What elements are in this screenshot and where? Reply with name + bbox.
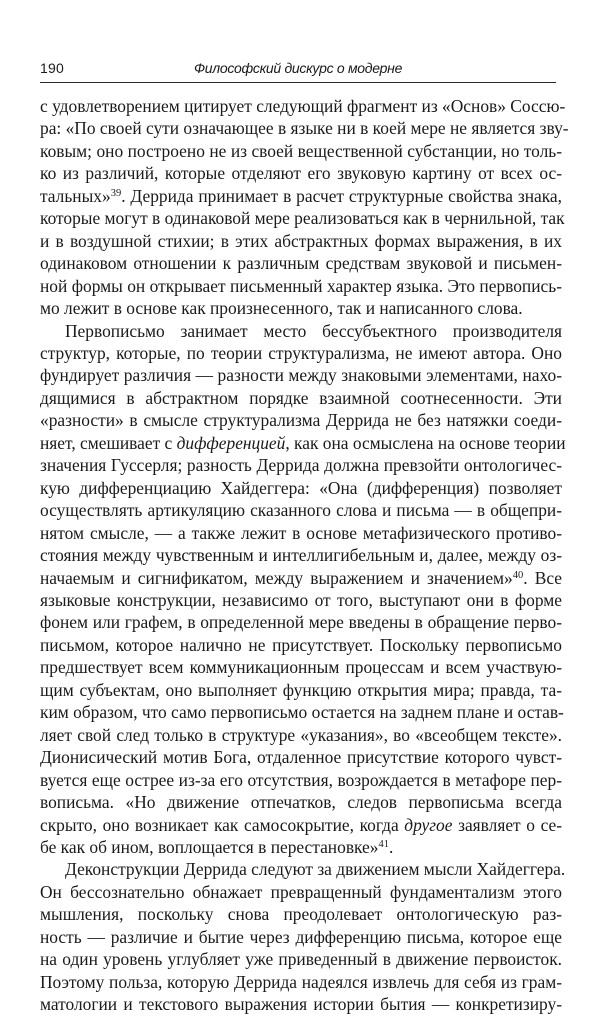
text-line bbox=[40, 185, 562, 207]
text-line bbox=[40, 320, 562, 342]
page-number: 190 bbox=[40, 60, 64, 76]
text-run: ковым; оно построено не из своей вещественной субстанции, но толь- bbox=[40, 140, 562, 161]
text-run: начаемым и сигнификатом, между выражением и значением» bbox=[40, 567, 513, 588]
emphasis-text: другое bbox=[404, 814, 453, 835]
text-run: матологии и текстового выражения истории бытия — конкретизиру- bbox=[40, 994, 562, 1015]
paragraph-3 bbox=[40, 858, 566, 1015]
text-run: ность — различие и бытие через дифференцию письма, которое еще bbox=[40, 926, 562, 947]
footnote-ref: 41 bbox=[378, 838, 389, 850]
text-run: Дионисический мотив Бога, отдаленное присутствие которого чувст- bbox=[40, 747, 562, 768]
text-line bbox=[40, 432, 566, 454]
text-line bbox=[40, 971, 562, 993]
text-run: мышления, поскольку снова преодолевает онтологическую раз- bbox=[40, 904, 562, 925]
text-run: ра: «По своей сути означающее в языке ни в коей мере не является зву- bbox=[40, 118, 569, 139]
text-run: нятом смысле, — а также лежит в основе метафизического противо- bbox=[40, 522, 562, 543]
text-line bbox=[40, 993, 562, 1015]
text-run: осуществлять артикуляцию сказанного слова и письма — в общепри- bbox=[40, 500, 562, 521]
text-run: на один уровень углубляет уже приведенный в движение первоисток. bbox=[40, 949, 562, 970]
text-run: языковые конструкции, независимо от того, выступают они в форме bbox=[40, 589, 562, 610]
text-line bbox=[40, 679, 562, 701]
text-line bbox=[40, 656, 562, 678]
text-line bbox=[40, 230, 562, 252]
text-line bbox=[40, 117, 569, 139]
text-line bbox=[40, 858, 566, 880]
text-line bbox=[40, 724, 562, 746]
text-run: письмом, которое налично не присутствует. Поскольку первописьмо bbox=[40, 634, 562, 655]
text-run: вуется еще острее из-за его отсутствия, возрождается в метафоре пер- bbox=[40, 769, 562, 790]
running-header bbox=[40, 58, 556, 83]
text-line bbox=[40, 140, 562, 162]
text-line bbox=[40, 769, 562, 791]
text-run: структур, которые, по теории структурализма, не имеют автора. Оно bbox=[40, 342, 562, 363]
text-run: ной формы он открывает письменный характер языка. Это первопись- bbox=[40, 275, 562, 296]
text-run: щим субъектам, оно выполняет функцию открытия мира; правда, та- bbox=[40, 679, 562, 700]
text-line bbox=[40, 611, 562, 633]
text-line bbox=[40, 567, 562, 589]
text-run: ко из различий, которые отделяют его звуковую картину от всех ос- bbox=[40, 163, 562, 184]
text-run: ким образом, что само первописьмо остается на заднем плане и остав- bbox=[40, 702, 564, 723]
text-line bbox=[40, 364, 562, 386]
text-line bbox=[40, 903, 562, 925]
text-line bbox=[40, 746, 562, 768]
text-line bbox=[40, 499, 562, 521]
text-line bbox=[40, 948, 562, 970]
text-run: стояния между чувственным и интеллигибельным и, далее, между оз- bbox=[40, 545, 562, 566]
text-run: Первописьмо занимает место бессубъектного производителя bbox=[65, 320, 562, 341]
footnote-ref: 39 bbox=[110, 187, 122, 199]
text-run: Поэтому польза, которую Деррида надеялся извлечь для себя из грам- bbox=[40, 971, 562, 992]
text-run: няет, смешивает с bbox=[40, 432, 177, 453]
text-run: которые могут в одинаковой мере реализоваться как в чернильной, так bbox=[40, 208, 565, 229]
paragraph-2 bbox=[40, 320, 566, 859]
text-run: с удовлетворением цитирует следующий фрагмент из «Основ» Соссю- bbox=[40, 96, 566, 116]
text-run: . Все bbox=[523, 567, 562, 588]
text-line bbox=[40, 589, 562, 611]
text-run: . bbox=[388, 836, 394, 857]
text-run: мо лежит в основе как произнесенного, так и написанного слова. bbox=[40, 298, 523, 319]
text-line bbox=[40, 162, 562, 184]
text-line bbox=[40, 252, 562, 274]
text-run: ляет свой след только в структуре «указания», во «всеобщем тексте». bbox=[40, 724, 562, 745]
footnote-ref: 40 bbox=[512, 569, 524, 581]
text-line bbox=[40, 297, 562, 319]
text-run: , как она осмыслена на основе теории bbox=[285, 432, 566, 453]
text-run: одинаковом отношении к различным средствам звуковой и письмен- bbox=[40, 253, 562, 274]
text-line bbox=[40, 926, 562, 948]
text-line bbox=[40, 522, 562, 544]
text-run: фонем или графем, в определенной мере введены в обращение перво- bbox=[40, 612, 562, 633]
text-run: . Деррида принимает в расчет структурные свойства знака, bbox=[121, 185, 562, 206]
text-line bbox=[40, 342, 562, 364]
text-line bbox=[40, 701, 562, 723]
text-line bbox=[40, 95, 566, 117]
text-line bbox=[40, 409, 562, 431]
text-run: предшествует всем коммуникационным процессам и всем участвую- bbox=[40, 657, 562, 678]
text-run: и в воздушной стихии; в этих абстрактных формах выражения, в их bbox=[40, 230, 562, 251]
text-run: кую дифференциацию Хайдеггера: «Она (дифференция) позволяет bbox=[40, 477, 562, 498]
text-line bbox=[40, 477, 562, 499]
text-run: тальных» bbox=[40, 185, 111, 206]
text-line bbox=[40, 836, 562, 858]
emphasis-text: дифференцией bbox=[176, 432, 286, 453]
running-title: Философский дискурс о модерне bbox=[193, 60, 403, 76]
text-line bbox=[40, 634, 562, 656]
text-run: бе как об ином, воплощается в перестановке» bbox=[40, 836, 379, 857]
text-line bbox=[40, 544, 562, 566]
text-run: скрыто, оно возникает как самосокрытие, когда bbox=[40, 814, 405, 835]
text-run: вописьма. «Но движение отпечатков, следов первописьма всегда bbox=[40, 792, 562, 813]
paragraph-1 bbox=[40, 95, 569, 320]
text-line bbox=[40, 454, 562, 476]
body-text bbox=[40, 95, 569, 1016]
text-line bbox=[40, 207, 565, 229]
text-line bbox=[40, 791, 562, 813]
text-run: Он бессознательно обнажает превращенный фундаментализм этого bbox=[40, 881, 562, 902]
text-run: дящимися в абстрактном порядке взаимной соотнесенности. Эти bbox=[40, 387, 562, 408]
text-run: значения Гуссерля; разность Деррида должна превзойти онтологичес- bbox=[40, 455, 562, 476]
text-line bbox=[40, 387, 562, 409]
text-line bbox=[40, 814, 562, 836]
text-line bbox=[40, 881, 562, 903]
text-run: фундирует различия — разности между знаковыми элементами, нахо- bbox=[40, 365, 562, 386]
text-run: Деконструкции Деррида следуют за движением мысли Хайдеггера. bbox=[65, 859, 566, 880]
text-line bbox=[40, 275, 562, 297]
text-run: «разности» в смысле структурализма Деррида не без натяжки соеди- bbox=[40, 410, 562, 431]
text-run: заявляет о се- bbox=[452, 814, 563, 835]
